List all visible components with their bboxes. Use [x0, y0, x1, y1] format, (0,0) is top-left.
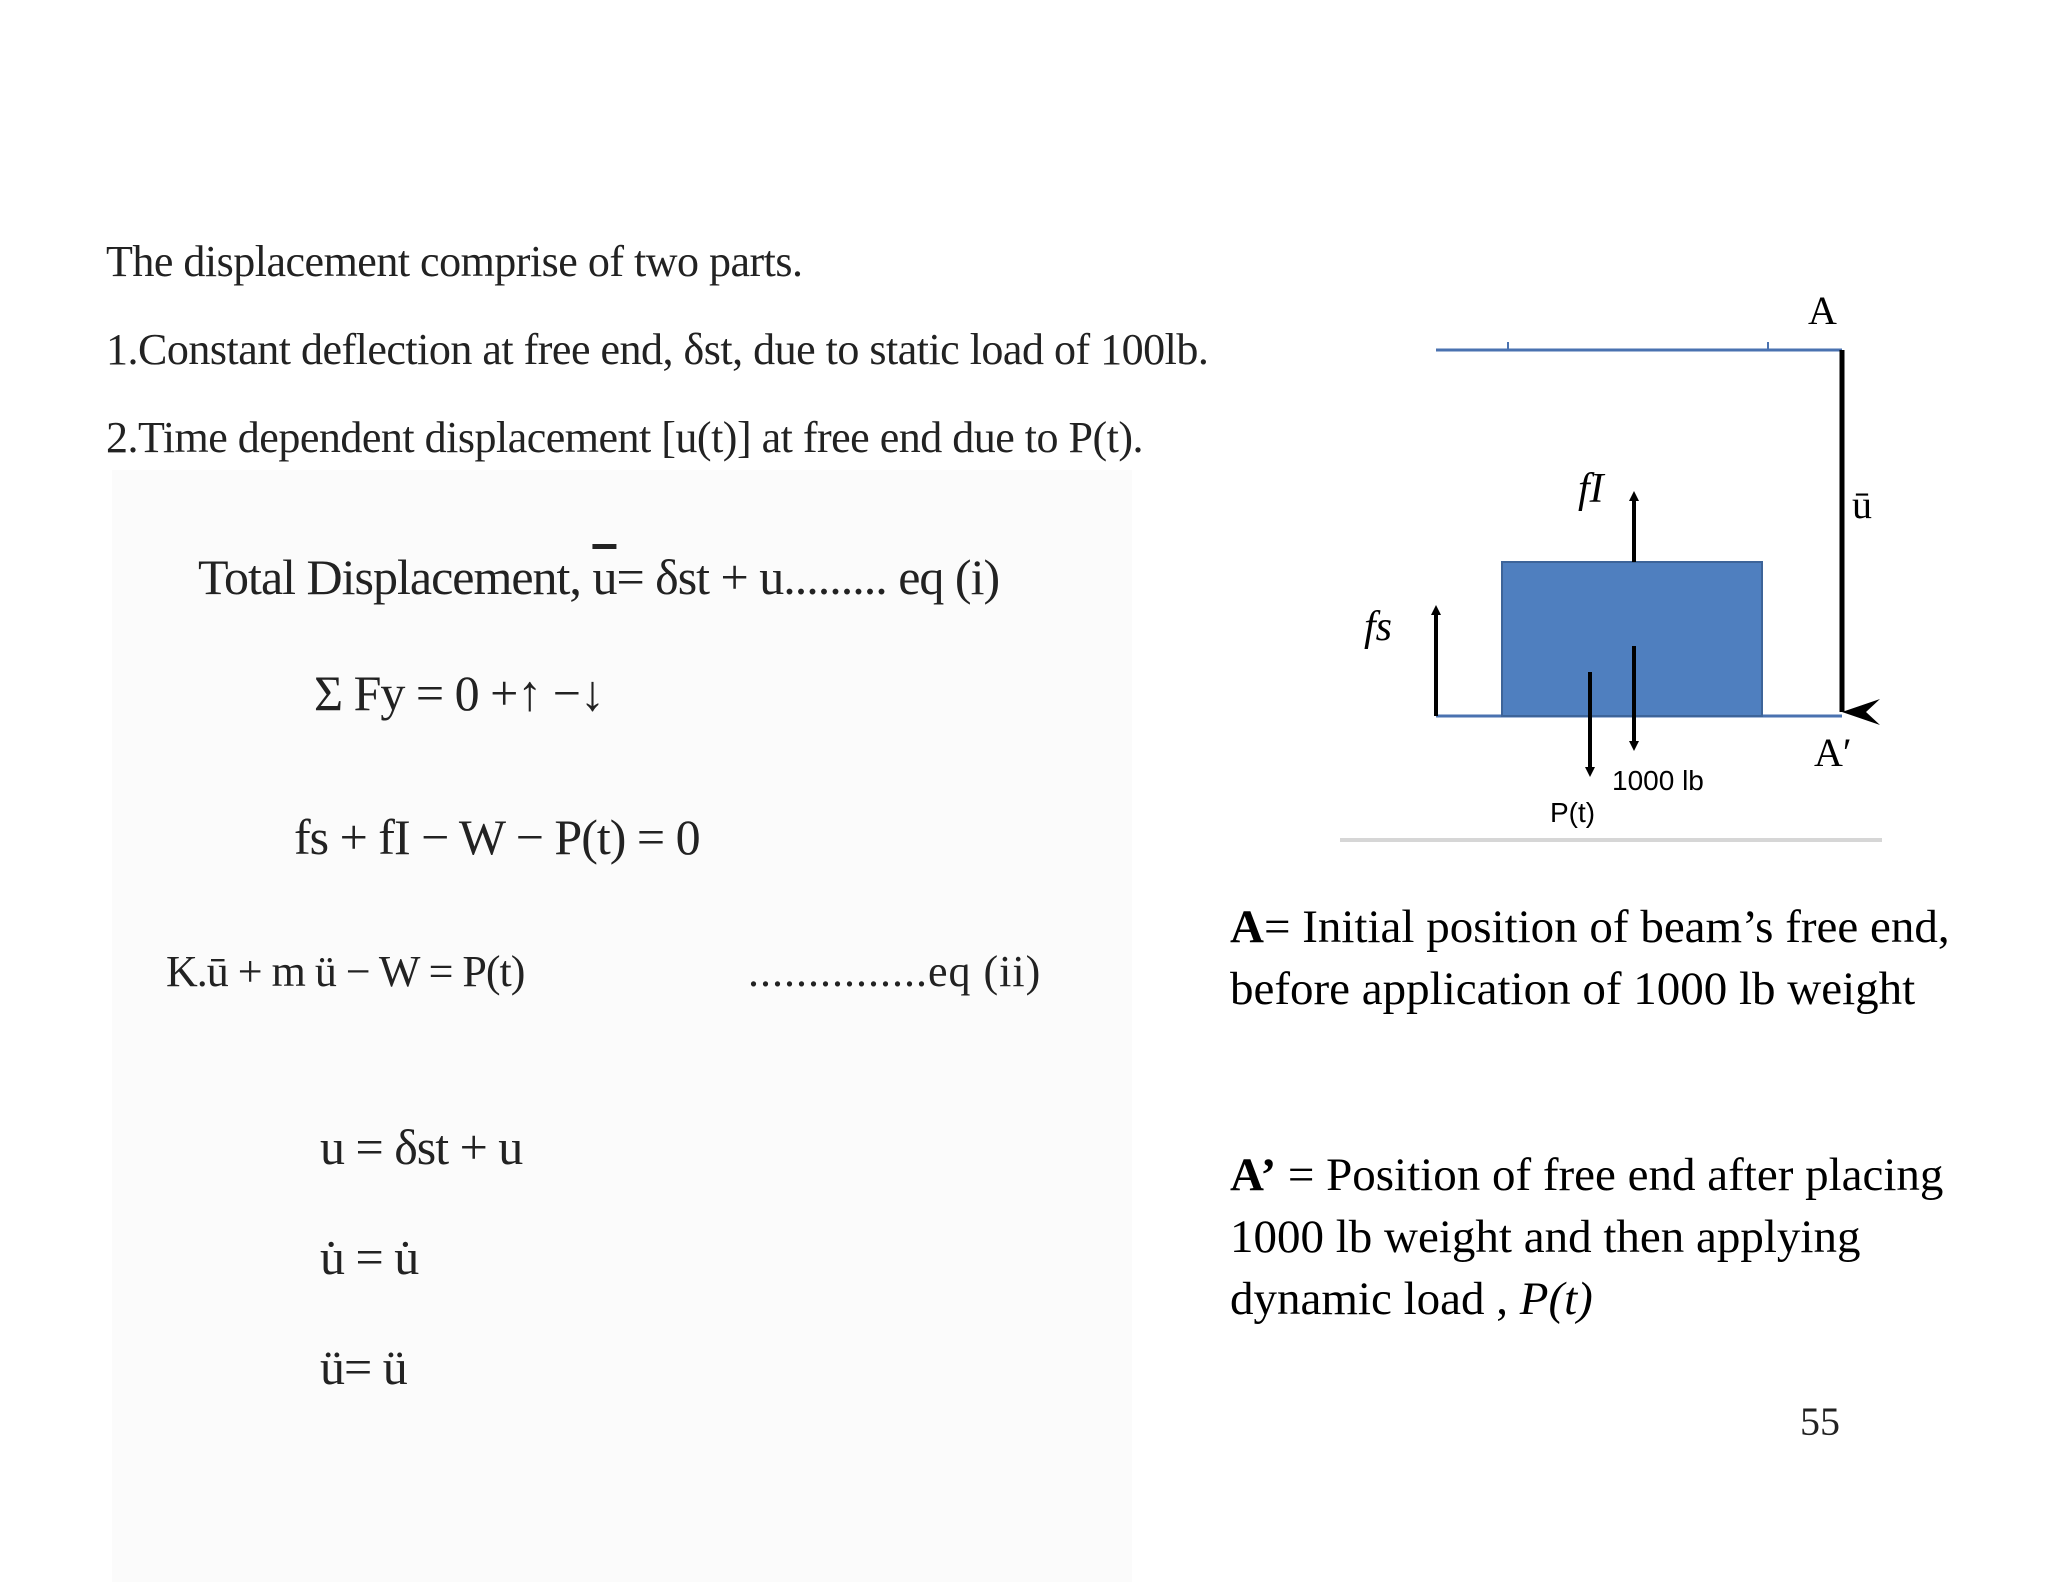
- label-fi: fI: [1578, 466, 1604, 512]
- equation-of-motion: K.ū + m ü − W = P(t): [166, 947, 525, 996]
- intro-line-3: 2.Time dependent displacement [u(t)] at free end due to P(t).: [106, 413, 1143, 462]
- page-number: 55: [1800, 1399, 1840, 1444]
- relation-velocity: u̇ = u̇: [320, 1229, 419, 1285]
- intro-line-1: The displacement comprise of two parts.: [106, 237, 803, 286]
- label-a-prime: A′: [1814, 730, 1852, 775]
- relation-acceleration: ü= ü: [320, 1339, 407, 1395]
- label-weight: 1000 lb: [1612, 765, 1704, 796]
- explanation-a-text: = Initial position of beam’s free end, before application of 1000 lb weight: [1230, 901, 1950, 1015]
- label-ubar: ū: [1852, 482, 1872, 527]
- explanation-a-prime-text: = Position of free end after placing 1000 lb weight and then applying dynamic load ,: [1230, 1149, 1944, 1325]
- total-displacement-ubar: $\overline{u}$: [592, 549, 617, 605]
- relation-displacement: u = δst + u: [320, 1119, 523, 1175]
- equation-of-motion-tag: ...............eq (ii): [748, 947, 1042, 996]
- total-displacement-rest: = δst + u......... eq (i): [616, 549, 1000, 605]
- label-a: A: [1808, 288, 1837, 333]
- explanation-a-label: A: [1230, 901, 1264, 953]
- sum-fy-equation: Σ Fy = 0 +↑ −↓: [314, 665, 605, 721]
- explanation-a-prime-italic: P(t): [1519, 1273, 1593, 1325]
- explanation-a: [1230, 896, 1970, 1020]
- label-pt: P(t): [1550, 797, 1596, 828]
- total-displacement-prefix: Total Displacement,: [198, 549, 593, 605]
- intro-line-2: 1.Constant deflection at free end, δst, due to static load of 100lb.: [106, 325, 1209, 374]
- explanation-a-prime-label: A’: [1230, 1149, 1277, 1201]
- explanation-a-prime: [1230, 1144, 1970, 1330]
- force-balance-equation: fs + fI − W − P(t) = 0: [294, 809, 700, 865]
- label-fs: fs: [1364, 604, 1393, 650]
